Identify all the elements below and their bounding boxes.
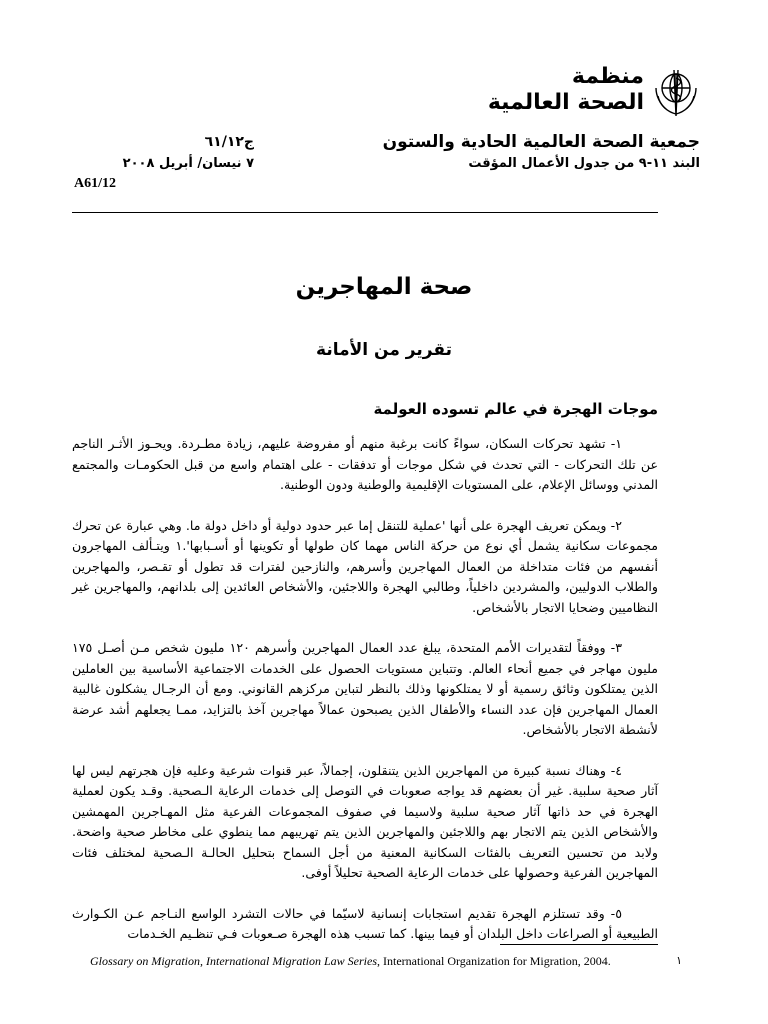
organization-name xyxy=(488,64,644,116)
document-reference xyxy=(74,130,254,194)
paragraph: ٥- وقد تستلزم الهجرة تقديم استجابات إنسانية لاسيّما في حالات التشرد الواسع النـاجم عـن الكـوارث الطبيعية أو الصراعات داخل البلدان أو فيما بينها. كما تسبب هذه الهجرة صـعوبات فـي تنظـيم الخـدمات xyxy=(72,905,658,941)
document-number: ج٦١/١٢ xyxy=(204,134,254,150)
paragraph: ٣- ووفقاً لتقديرات الأمم المتحدة، يبلغ عدد العمال المهاجرين وأسرهم ١٢٠ مليون شخص مـن أصـل ١٧٥ مليون مهاجر في جميع أنحاء العالم. وتتباين مستويات الحصول على الخدمات الاجتماعية الأساسية بين العاملين الذين يمتلكون وثائق رسمية أو لا يمتلكونها وذلك بالنظر لتباين مركزهم القانوني. ومع أن الرجـال يشكلون غالبية العمال المهاجرين فإن عدد النساء والأطفال الذين يصبحون عمالاً مهاجرين آخذ بالتزايد، ممـا يجعلهم أشد عرضة لأنشطة الاتجار بالأشخاص. xyxy=(72,640,658,737)
document-title: صحة المهاجرين xyxy=(295,274,473,300)
footnote xyxy=(90,952,682,970)
document-subtitle: تقرير من الأمانة xyxy=(316,340,452,360)
organization-name-line1: منظمة xyxy=(571,64,644,89)
organization-name-line2: الصحة العالمية xyxy=(487,90,644,115)
section-heading: موجات الهجرة في عالم تسوده العولمة xyxy=(373,400,658,418)
organization-header xyxy=(400,64,700,120)
footnote-title: Glossary on Migration, International Migration Law Series xyxy=(90,954,378,968)
paragraph: ٤- وهناك نسبة كبيرة من المهاجرين الذين يتنقلون، إجمالاً، عبر قنوات شرعية وعليه فإن هجرتهم ليس لها آثار صحية سلبية. غير أن بعضهم قد يواجه صعوبات في التوصل إلى خدمات الرعاية الـصحية. وقـد يكون لعملية الهجرة في حد ذاتها آثار صحية سلبية ولاسيما في صفوف المجموعات الفرعية مثل المهـاجرين المهمشين والأشخاص الذين يتم الاتجار بهم واللاجئين والمهاجرين الذين يتم تهريبهم مما ينطوي على مخاطر صحية واضحة. ولابد من تحسين التعريف بالفئات السكانية المعنية من أجل السماح بتحليل الحالـة الـصحية لمختلف فئات المهاجرين الفرعية وحصولها على خدمات الرعاية الصحية تحليلاً أوفى. xyxy=(72,762,658,880)
footnote-divider xyxy=(500,944,658,945)
assembly-info xyxy=(383,130,700,174)
footnote-marker: ١ xyxy=(676,954,682,967)
document-body xyxy=(72,434,658,945)
assembly-name: جمعية الصحة العالمية الحادية والستون xyxy=(382,132,700,152)
document-code: A61/12 xyxy=(74,176,116,191)
paragraph: ٢- ويمكن تعريف الهجرة على أنها 'عملية للتنقل إما عبر حدود دولية أو داخل دولة ما. وهي عبارة عن تحرك مجموعات سكانية يشمل أي نوع من حركة الناس مهما كان طولها أو تكوينها أو أسـبابها'.١ ويتـألف المهاجرون أنفسهم من فئات متداخلة من العمال المهاجرين وأسرهم، والنازحين لفترات قد تطول أو تقـصر، والمهاجرين والطلاب الدوليين، والمشردين داخلياً، وطالبي الهجرة واللاجئين، والأشخاص العائدين إلى بلدانهم، والمهاجرين غير النظاميين وضحايا الاتجار بالأشخاص. xyxy=(72,517,658,615)
header-divider xyxy=(72,212,658,213)
paragraph: ١- تشهد تحركات السكان، سواءً كانت برغبة منهم أو مفروضة عليهم، زيادة مطـردة. ويحـوز الأثـر الناجم عن تلك التحركات - التي تحدث في شكل موجات أو تدفقات - على اهتمام واسع من قبل الحكومـات والمجتمع المدني ووسائل الإعلام، على المستويات الإقليمية والوطنية ودون الوطنية. xyxy=(72,436,658,492)
footnote-text: , International Organization for Migration, 2004. xyxy=(377,954,611,968)
document-date: ٧ نيسان/ أبريل ٢٠٠٨ xyxy=(122,156,254,171)
agenda-item: البند ١١-٩ من جدول الأعمال المؤقت xyxy=(468,156,700,171)
who-emblem-icon xyxy=(652,66,700,118)
